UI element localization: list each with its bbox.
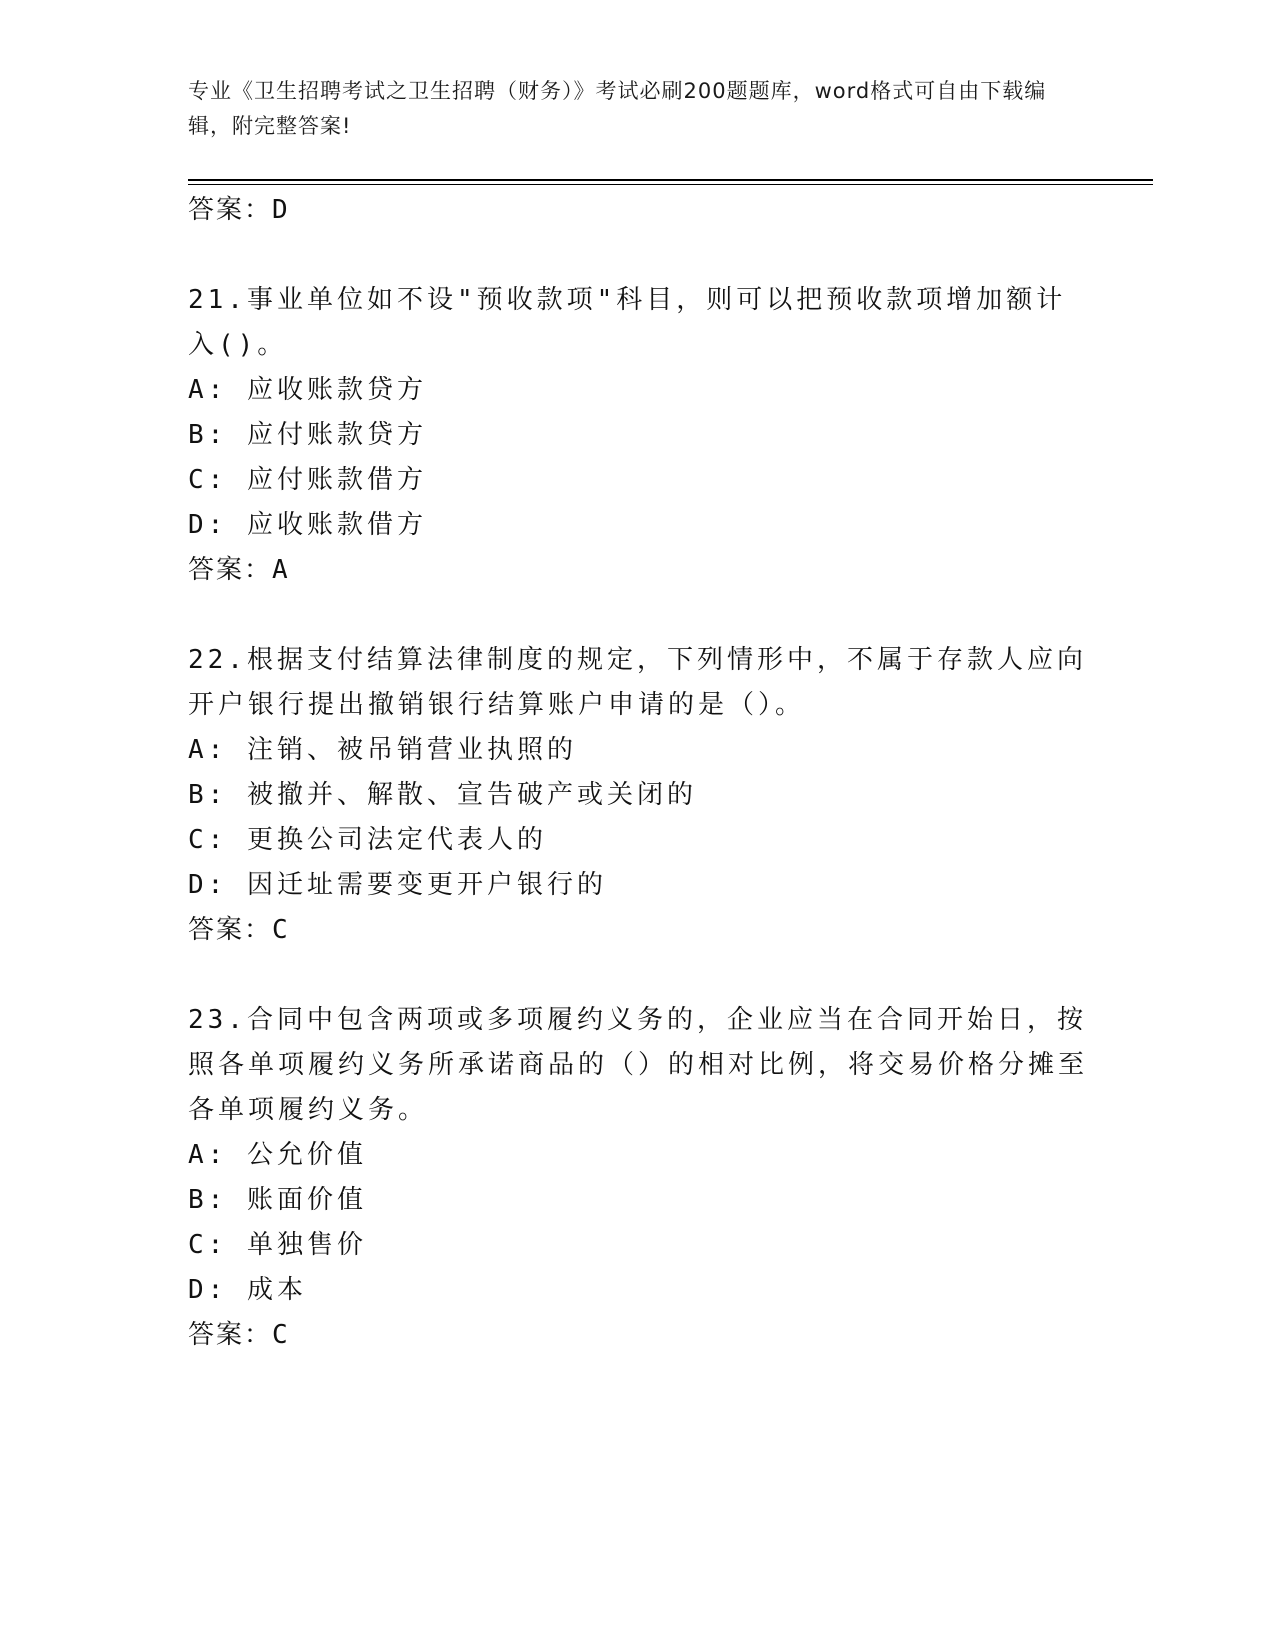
question-stem: 21.事业单位如不设"预收款项"科目，则可以把预收款项增加额计入()。 xyxy=(188,285,1067,360)
option-label: B: xyxy=(188,1185,228,1215)
option-a xyxy=(188,728,1088,773)
option-text: 应付账款贷方 xyxy=(246,420,427,450)
option-label: D: xyxy=(188,510,228,540)
option-label: A: xyxy=(188,375,228,405)
answer xyxy=(188,548,1088,593)
option-c xyxy=(188,818,1088,863)
answer-label: 答案： xyxy=(188,915,273,945)
option-text: 公允价值 xyxy=(246,1140,367,1170)
header-divider-thick xyxy=(188,179,1153,181)
option-a xyxy=(188,1133,1088,1178)
option-text: 成本 xyxy=(246,1275,307,1305)
option-b xyxy=(188,1178,1088,1223)
option-label: A: xyxy=(188,1140,228,1170)
option-label: C: xyxy=(188,1230,228,1260)
header-divider-thin xyxy=(188,184,1153,185)
question-22 xyxy=(188,638,1088,953)
question-21 xyxy=(188,278,1088,593)
answer-label: 答案： xyxy=(188,195,273,225)
option-c xyxy=(188,458,1088,503)
option-text: 账面价值 xyxy=(246,1185,367,1215)
option-label: D: xyxy=(188,1275,228,1305)
option-label: B: xyxy=(188,420,228,450)
option-text: 应付账款借方 xyxy=(246,465,427,495)
option-a xyxy=(188,368,1088,413)
option-b xyxy=(188,773,1088,818)
option-b xyxy=(188,413,1088,458)
option-label: B: xyxy=(188,780,228,810)
option-c xyxy=(188,1223,1088,1268)
option-d xyxy=(188,1268,1088,1313)
option-label: D: xyxy=(188,870,228,900)
answer-value: C xyxy=(272,915,290,945)
option-label: C: xyxy=(188,825,228,855)
option-text: 单独售价 xyxy=(246,1230,367,1260)
answer xyxy=(188,1313,1088,1358)
option-text: 应收账款借方 xyxy=(246,510,427,540)
option-label: A: xyxy=(188,735,228,765)
answer xyxy=(188,908,1088,953)
question-23 xyxy=(188,998,1088,1358)
answer-value: C xyxy=(272,1320,290,1350)
question-list xyxy=(188,188,1088,1358)
option-text: 注销、被吊销营业执照的 xyxy=(246,735,577,765)
question-stem: 22.根据支付结算法律制度的规定，下列情形中，不属于存款人应向开户银行提出撤销银行结算账户申请的是（）。 xyxy=(188,645,1087,720)
answer-label: 答案： xyxy=(188,1320,273,1350)
option-text: 更换公司法定代表人的 xyxy=(246,825,547,855)
document-header: 专业《卫生招聘考试之卫生招聘（财务）》考试必刷200题题库，word格式可自由下载编辑，附完整答案! xyxy=(188,79,1047,138)
option-text: 被撤并、解散、宣告破产或关闭的 xyxy=(246,780,697,810)
answer-value: D xyxy=(272,195,290,225)
answer-value: A xyxy=(272,555,290,585)
previous-answer xyxy=(188,188,1088,233)
option-text: 应收账款贷方 xyxy=(246,375,427,405)
answer-label: 答案： xyxy=(188,555,273,585)
option-d xyxy=(188,503,1088,548)
option-label: C: xyxy=(188,465,228,495)
option-text: 因迁址需要变更开户银行的 xyxy=(246,870,607,900)
question-stem: 23.合同中包含两项或多项履约义务的，企业应当在合同开始日，按照各单项履约义务所承诺商品的（）的相对比例，将交易价格分摊至各单项履约义务。 xyxy=(188,1005,1089,1125)
option-d xyxy=(188,863,1088,908)
